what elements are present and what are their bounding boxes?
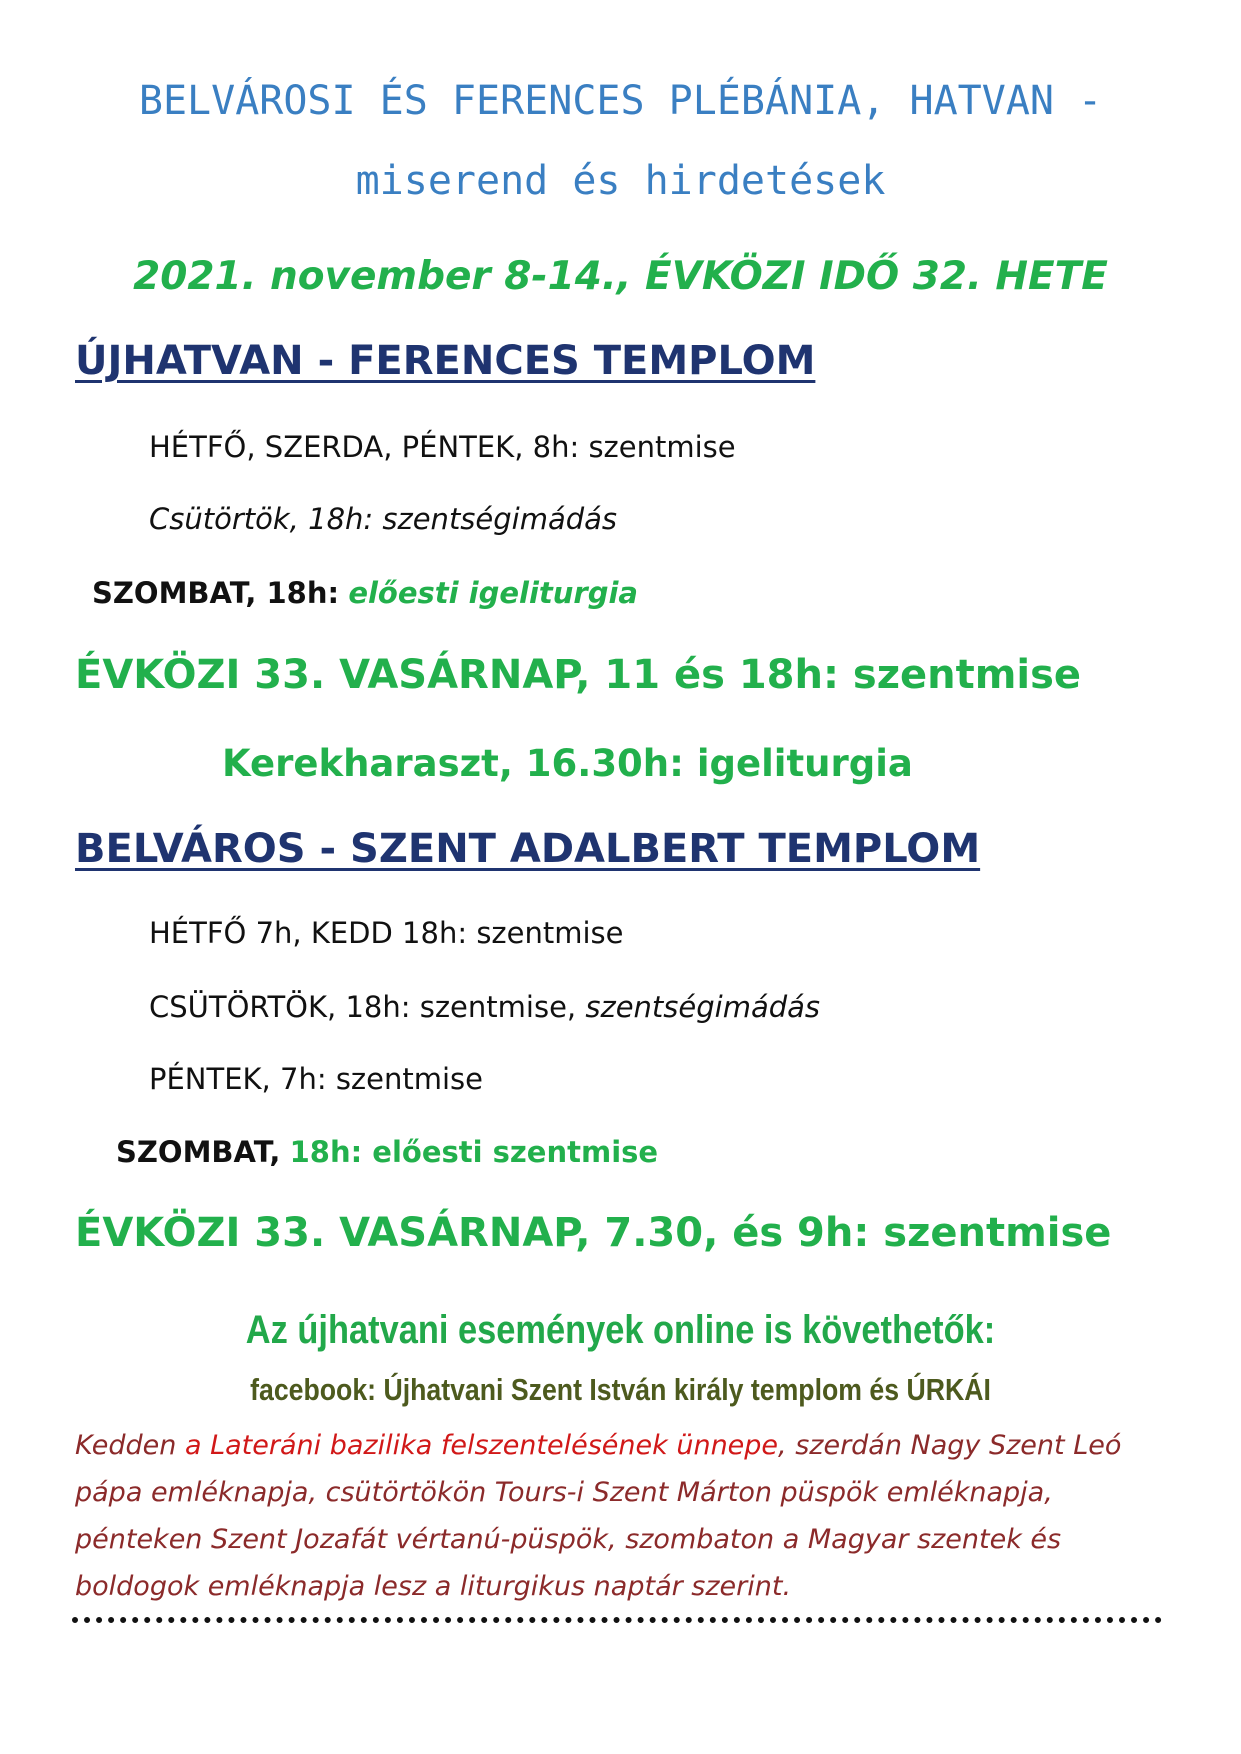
ujhatvan-weekday-mass: HÉTFŐ, SZERDA, PÉNTEK, 8h: szentmise [149, 430, 736, 464]
ujhatvan-saturday-value: előesti igeliturgia [348, 576, 639, 610]
notice-part2: , szerdán Nagy Szent Leó pápa emléknapja, csütörtökön Tours-i Szent Márton püspök emléknapja, pénteken Szent Jozafát vértanú-püspök, szombaton a Magyar szentek és boldogok emléknapja lesz a liturgikus naptár szerint. [75, 1430, 1122, 1602]
page-subtitle: miserend és hirdetések [355, 158, 886, 204]
ujhatvan-church-title: ÚJHATVAN - FERENCES TEMPLOM [75, 338, 816, 384]
facebook-info: facebook: Újhatvani Szent István király templom és ÚRKÁI [250, 1372, 991, 1407]
belvaros-thursday-extra: szentségimádás [585, 990, 821, 1024]
online-headline: Az újhatvani események online is követhetők: [245, 1308, 996, 1352]
belvaros-monday-tuesday: HÉTFŐ 7h, KEDD 18h: szentmise [149, 916, 624, 950]
belvaros-thursday-label: CSÜTÖRTÖK, 18h: szentmise, [149, 990, 577, 1024]
belvaros-saturday [116, 1135, 658, 1169]
ujhatvan-thursday: Csütörtök, 18h: szentségimádás [149, 502, 618, 536]
belvaros-church-title: BELVÁROS - SZENT ADALBERT TEMPLOM [75, 826, 981, 872]
belvaros-saturday-label: SZOMBAT, [116, 1135, 281, 1169]
ujhatvan-saturday-label: SZOMBAT, 18h: [92, 576, 340, 610]
belvaros-thursday [149, 990, 820, 1024]
page-title: BELVÁROSI ÉS FERENCES PLÉBÁNIA, HATVAN - [138, 78, 1103, 124]
liturgical-notice [75, 1422, 1155, 1610]
week-date: 2021. november 8-14., ÉVKÖZI IDŐ 32. HETE [133, 254, 1108, 299]
ujhatvan-saturday [92, 576, 638, 610]
belvaros-sunday: ÉVKÖZI 33. VASÁRNAP, 7.30, és 9h: szentmise [75, 1210, 1112, 1256]
belvaros-friday: PÉNTEK, 7h: szentmise [149, 1062, 483, 1096]
belvaros-saturday-value: 18h: előesti szentmise [289, 1135, 659, 1169]
ujhatvan-sunday: ÉVKÖZI 33. VASÁRNAP, 11 és 18h: szentmise [75, 652, 1082, 698]
notice-part1: Kedden [75, 1430, 185, 1461]
kerekharaszt-liturgy: Kerekharaszt, 16.30h: igeliturgia [222, 742, 913, 785]
dotted-divider [72, 1617, 1162, 1623]
notice-highlight: a Lateráni bazilika felszentelésének ünnepe [184, 1430, 779, 1461]
